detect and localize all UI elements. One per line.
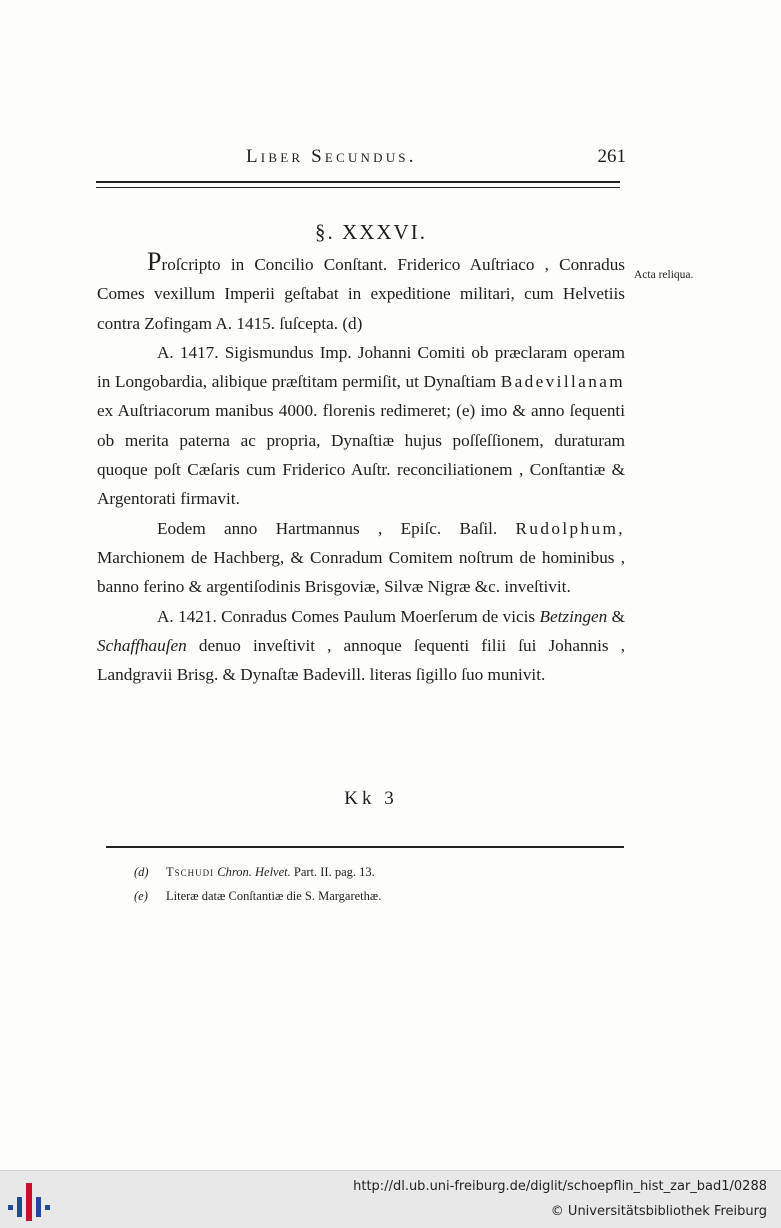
running-title: Liber Secundus. (246, 146, 417, 167)
footnote-reference: Part. II. pag. 13. (293, 865, 375, 879)
footnote-mark: (e) (134, 889, 148, 903)
footnote-d (134, 860, 614, 884)
paragraph-3 (97, 514, 625, 602)
running-head (96, 146, 626, 172)
ub-freiburg-logo-icon[interactable] (8, 1183, 50, 1221)
viewer-footer-bar (0, 1170, 781, 1228)
page-number: 261 (597, 146, 626, 167)
footnote-author: Tschudi (166, 865, 215, 879)
footnote-text: Literæ datæ Conſtantiæ die S. Margarethæ. (166, 889, 382, 903)
paragraph-2 (97, 338, 625, 514)
paragraph-3-text-c: Marchionem de Hachberg, & Conradum Comitem noſtrum de hominibus , banno ferino & argentiſodinis Brisgoviæ, Silvæ Nigræ &c. inveſtivit. (97, 547, 625, 597)
paragraph-4-text-a: A. 1421. Conradus Comes Paulum Moerſerum de vicis (157, 606, 536, 626)
footnotes (134, 860, 614, 908)
body-text (97, 249, 625, 689)
permalink-url[interactable]: http://dl.ub.uni-freiburg.de/diglit/schoepflin_hist_zar_bad1/0288 (353, 1179, 767, 1194)
paragraph-4-ampersand: & (611, 606, 626, 626)
header-rule-thin (96, 187, 620, 188)
drop-cap: P (147, 247, 162, 276)
paragraph-4-place-2: Schaffhauſen (97, 635, 187, 655)
paragraph-3-spaced-name: Rudolphum, (515, 518, 625, 538)
paragraph-1 (97, 249, 625, 338)
paragraph-3-text-a: Eodem anno Hartmannus , Epiſc. Baſil. (157, 518, 498, 538)
paragraph-2-text-c: ex Auſtriacorum manibus 4000. florenis redimeret; (e) imo & anno ſequenti ob merita paterna ac propria, Dynaſtiæ hujus poſſeſſionem, duraturam quoque poſt Cæſaris cum Friderico Auſtr. reconciliationem , Conſtantiæ & Argentorati firmavit. (97, 401, 625, 509)
section-heading: §. XXXVI. (315, 220, 427, 244)
footnote-work: Chron. Helvet. (217, 865, 291, 879)
footnote-e (134, 884, 614, 908)
header-rule-thick (96, 181, 620, 183)
paragraph-4-text-e: denuo inveſtivit , annoque ſequenti filii ſui Johannis , Landgravii Brisg. & Dynaſtæ Badevill. literas ſigillo ſuo munivit. (97, 635, 626, 685)
copyright-notice: © Universitätsbibliothek Freiburg (550, 1204, 767, 1219)
paragraph-4-place-1: Betzingen (539, 606, 608, 626)
footnote-rule (106, 846, 624, 848)
paragraph-2-text-a: A. 1417. Sigismundus Imp. Johanni Comiti ob præclaram operam in Longobardia, alibique præſtitam permiſit, ut Dynaſtiam (97, 342, 625, 392)
paragraph-2-spaced-word: Badevillanam (500, 372, 625, 392)
marginal-note: Acta reliqua. (634, 269, 694, 281)
paragraph-4 (97, 602, 625, 690)
paragraph-1-text: roſcripto in Concilio Conſtant. Friderico Auſtriaco , Conradus Comes vexillum Imperii geſtabat in expeditione militari, cum Helvetiis contra Zofingam A. 1415. ſuſcepta. (d) (97, 255, 625, 333)
footnote-mark: (d) (134, 865, 149, 879)
catchword: Kk 3 (344, 788, 398, 809)
